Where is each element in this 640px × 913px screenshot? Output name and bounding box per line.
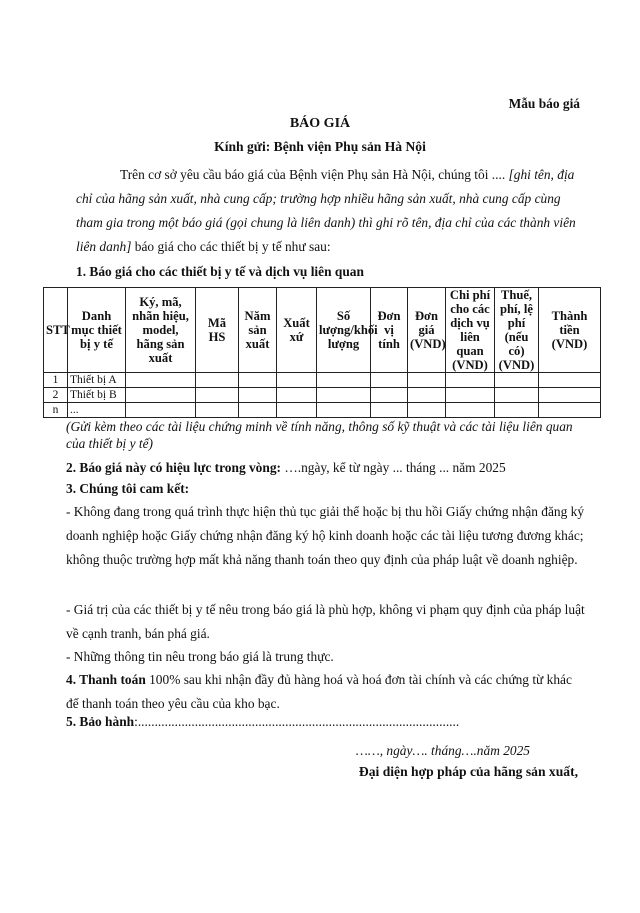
signer-title: Đại diện hợp pháp của hãng sản xuất, [358, 764, 578, 779]
date-line: ……, ngày…. tháng….năm 2025 [355, 743, 530, 758]
section-5-text: :................................................................................................ [134, 714, 460, 729]
section-4-heading: 4. Thanh toán [66, 672, 146, 687]
cell [126, 388, 196, 403]
section-3-heading: 3. Chúng tôi cam kết: [66, 481, 190, 496]
table-header-row [44, 288, 601, 373]
row-stt: n [44, 403, 68, 418]
row-item: Thiết bị B [68, 388, 126, 403]
table-row [44, 373, 601, 388]
section-2 [66, 460, 506, 476]
intro-italic: [ghi tên, địa chỉ của hãng sản xuất, nhà cung cấp; trường hợp nhiều hãng sản xuất, nhà cung cấp cùng tham gia trong một báo giá (gọi chung là liên danh) thì ghi rõ tên, địa chỉ của các thành viên liên danh] [76, 167, 576, 254]
intro-paragraph [76, 163, 586, 259]
commitment-item-1: - Không đang trong quá trình thực hiện thủ tục giải thể hoặc bị thu hồi Giấy chứng nhận đăng ký doanh nghiệp hoặc Giấy chứng nhận đăng ký hộ kinh doanh hoặc các tài liệu tương đương khác; không thuộc trường hợp mất khả năng thanh toán theo quy định của pháp luật về doanh nghiệp. [66, 504, 585, 567]
cell [371, 403, 408, 418]
header-tax: Thuế, phí, lệ phí (nếu có) (VND) [495, 288, 539, 373]
commitment-item-2: - Giá trị của các thiết bị y tế nêu trong báo giá là phù hợp, không vi phạm quy định của pháp luật về cạnh tranh, bán phá giá. [66, 602, 585, 641]
header-hs-code: Mã HS [196, 288, 239, 373]
cell [446, 373, 495, 388]
cell [126, 403, 196, 418]
header-quantity: Số lượng/khối lượng [317, 288, 371, 373]
section-5 [66, 714, 459, 730]
cell [239, 388, 277, 403]
cell [446, 403, 495, 418]
cell [317, 403, 371, 418]
section-4-text: 100% sau khi nhận đầy đủ hàng hoá và hoá đơn tài chính và các chứng từ khác để thanh toán theo yêu cầu của kho bạc. [66, 672, 572, 711]
header-item: Danh mục thiết bị y tế [68, 288, 126, 373]
cell [495, 388, 539, 403]
cell [196, 403, 239, 418]
cell [239, 373, 277, 388]
cell [539, 403, 601, 418]
cell [446, 388, 495, 403]
header-service-cost: Chi phí cho các dịch vụ liên quan (VND) [446, 288, 495, 373]
row-stt: 2 [44, 388, 68, 403]
header-total: Thành tiền (VND) [539, 288, 601, 373]
cell [196, 388, 239, 403]
intro-tail: báo giá cho các thiết bị y tế như sau: [131, 239, 331, 254]
row-item: Thiết bị A [68, 373, 126, 388]
document-title: BÁO GIÁ [289, 116, 351, 131]
row-item: ... [68, 403, 126, 418]
table-row [44, 403, 601, 418]
section-1-heading: 1. Báo giá cho các thiết bị y tế và dịch vụ liên quan [76, 264, 364, 279]
section-2-heading: 2. Báo giá này có hiệu lực trong vòng: [66, 460, 281, 475]
cell [196, 373, 239, 388]
cell [277, 373, 317, 388]
section-5-heading: 5. Bảo hành [66, 714, 135, 729]
cell [239, 403, 277, 418]
header-unit: Đơn vị tính [371, 288, 408, 373]
cell [277, 388, 317, 403]
section-4 [66, 668, 586, 716]
form-label: Mẫu báo giá [508, 96, 580, 111]
quote-table [43, 287, 601, 418]
header-year: Năm sản xuất [239, 288, 277, 373]
cell [408, 373, 446, 388]
attachment-note: (Gửi kèm theo các tài liệu chứng minh về tính năng, thông số kỹ thuật và các tài liệu liên quan của thiết bị y tế) [66, 419, 573, 451]
intro-lead: Trên cơ sở yêu cầu báo giá của Bệnh viện Phụ sản Hà Nội, chúng tôi .... [120, 167, 509, 182]
cell [539, 388, 601, 403]
section-2-text: ….ngày, kể từ ngày ... tháng ... năm 2025 [280, 460, 506, 475]
commitment-item-3: - Những thông tin nêu trong báo giá là trung thực. [66, 649, 334, 664]
cell [317, 388, 371, 403]
cell [317, 373, 371, 388]
row-stt: 1 [44, 373, 68, 388]
cell [495, 373, 539, 388]
header-stt: STT [44, 288, 68, 373]
cell [277, 403, 317, 418]
recipient-line: Kính gửi: Bệnh viện Phụ sản Hà Nội [214, 139, 426, 154]
cell [495, 403, 539, 418]
header-unit-price: Đơn giá (VND) [408, 288, 446, 373]
cell [539, 373, 601, 388]
cell [371, 388, 408, 403]
table-row [44, 388, 601, 403]
cell [408, 388, 446, 403]
cell [408, 403, 446, 418]
cell [371, 373, 408, 388]
cell [126, 373, 196, 388]
header-model: Ký, mã, nhãn hiệu, model, hãng sản xuất [126, 288, 196, 373]
header-origin: Xuất xứ [277, 288, 317, 373]
